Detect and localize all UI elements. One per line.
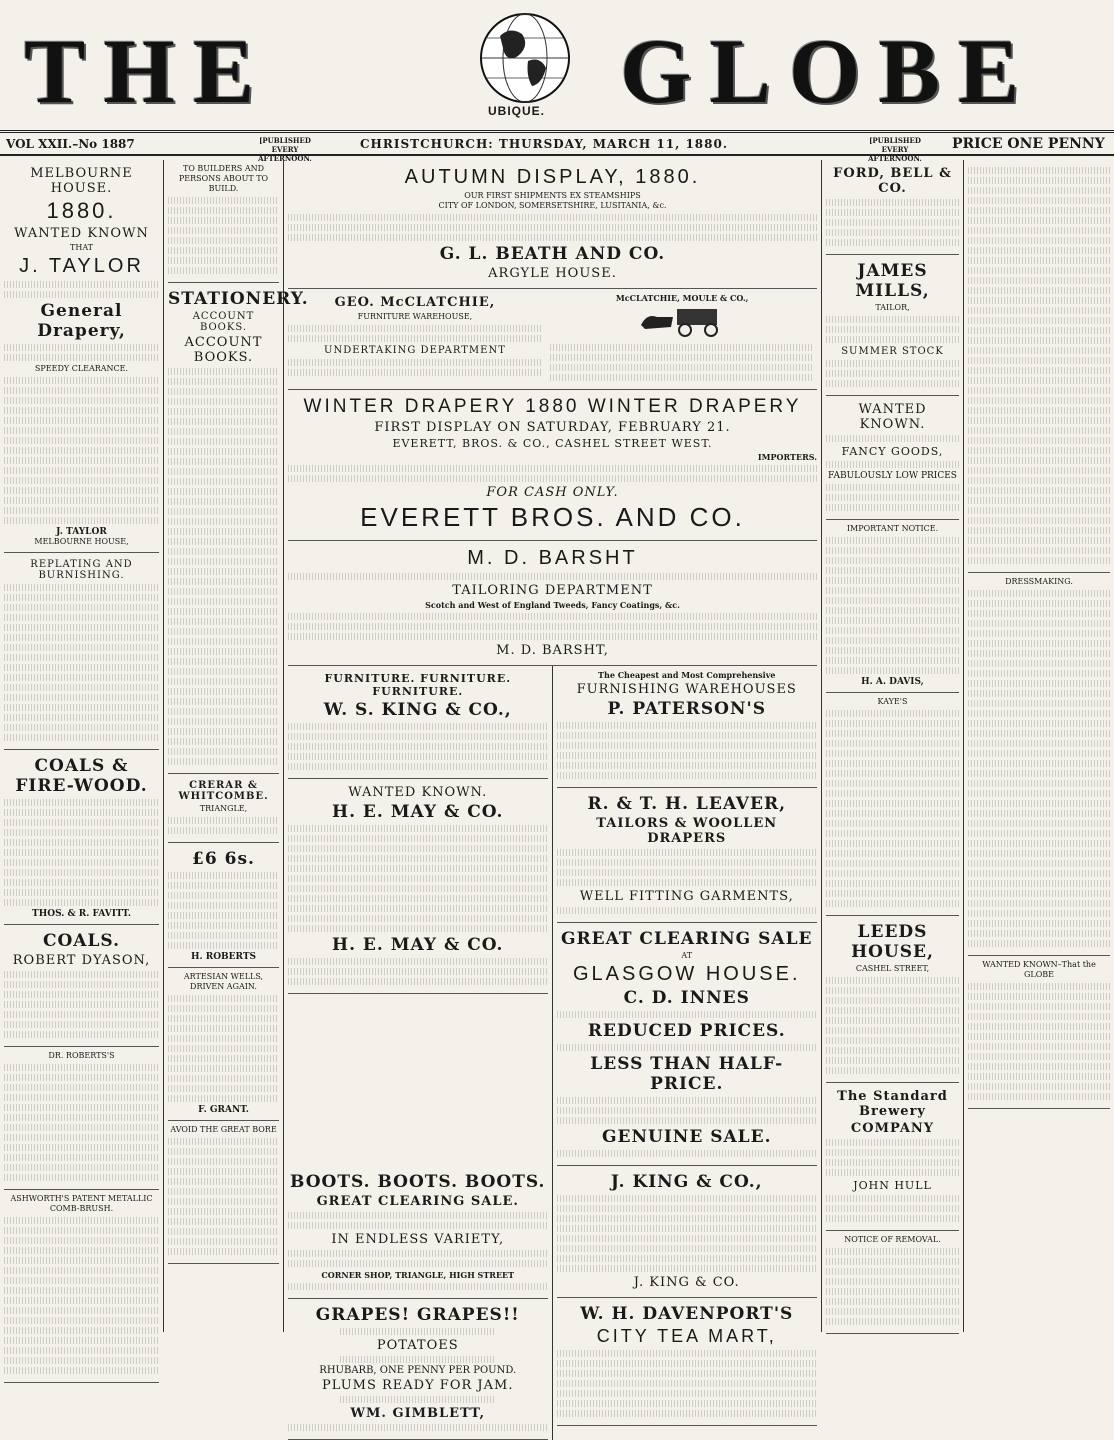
dressmaking-ad <box>968 573 1110 956</box>
ad-name: ROBERT DYASON, <box>12 953 151 968</box>
ad-line: NOTICE OF REMOVAL. <box>844 1235 941 1244</box>
ad-line: OUR FIRST SHIPMENTS EX STEAMSHIPS <box>464 191 641 200</box>
ad-line: TO BUILDERS AND PERSONS ABOUT TO BUILD. <box>178 164 269 193</box>
middle-right <box>553 666 818 1166</box>
ad-signature: J. TAYLOR <box>56 527 107 537</box>
published-note-left: [PUBLISHED EVERY AFTERNOON. <box>258 136 312 163</box>
middle-row <box>288 666 817 1166</box>
ad-heading: REDUCED PRICES. <box>587 1021 786 1041</box>
ad-name: P. PATERSON'S <box>607 699 766 719</box>
ad-heading: AUTUMN DISPLAY, 1880. <box>404 166 701 188</box>
ad-name: McCLATCHIE, MOULE & CO., <box>615 293 749 303</box>
kayes-ad <box>826 693 959 916</box>
ad-line: ASHWORTH'S PATENT METALLIC COMB-BRUSH. <box>10 1194 153 1213</box>
ad-name: GEO. McCLATCHIE, <box>334 295 496 310</box>
ad-heading: LESS THAN HALF-PRICE. <box>590 1054 784 1094</box>
watch-ad <box>168 843 279 968</box>
ad-line: ARTESIAN WELLS, DRIVEN AGAIN. <box>183 972 264 991</box>
ad-heading: FANCY GOODS, <box>841 445 944 458</box>
ad-name: EVERETT BROS. AND CO. <box>360 502 745 532</box>
ad-heading: WANTED KNOWN. <box>858 402 927 432</box>
volume-number: VOL XXII.–No 1887 <box>6 137 135 151</box>
barsht-ad <box>288 541 817 666</box>
ad-heading: BOOTS. BOOTS. BOOTS. <box>290 1172 546 1192</box>
melbourne-house-ad <box>4 160 159 553</box>
ad-name: J. KING & CO., <box>610 1172 763 1192</box>
may-ad <box>288 779 548 994</box>
ad-line: The Cheapest and Most Comprehensive <box>598 670 776 680</box>
ad-name: H. E. MAY & CO. <box>332 935 504 955</box>
autumn-display-ad <box>288 160 817 289</box>
column-4 <box>822 160 964 1332</box>
winter-drapery-ad <box>288 390 817 541</box>
davenport-ad <box>557 1298 818 1426</box>
ad-line: CASHEL STREET, <box>855 964 930 973</box>
lower-row <box>288 1166 817 1440</box>
ad-heading: TAILORS & WOOLLEN DRAPERS <box>596 816 778 846</box>
ad-name: WM. GIMBLETT, <box>350 1406 486 1421</box>
ad-heading: MELBOURNE HOUSE. <box>30 166 133 196</box>
lower-left <box>288 1166 553 1440</box>
ad-signature: H. A. DAVIS, <box>861 677 924 687</box>
ad-line: Scotch and West of England Tweeds, Fancy Coatings, &c. <box>425 600 680 610</box>
ad-name: G. L. BEATH AND CO. <box>439 244 666 264</box>
ad-name: COMPANY <box>850 1121 935 1136</box>
ad-signature: F. GRANT. <box>198 1105 249 1115</box>
wells-ad <box>168 968 279 1121</box>
lower-right <box>553 1166 818 1440</box>
crerar-ad <box>168 774 279 843</box>
ad-heading: COALS & FIRE-WOOD. <box>15 756 148 796</box>
ad-name: W. S. KING & CO., <box>323 700 512 720</box>
ad-heading: CRERAR & WHITCOMBE. <box>178 780 269 802</box>
masthead-motto: UBIQUE. <box>488 104 546 118</box>
ad-heading: FURNITURE. FURNITURE. FURNITURE. <box>324 672 512 698</box>
ad-line: TAILOR, <box>875 303 910 312</box>
replating-ad <box>4 553 159 750</box>
ad-heading: GENUINE SALE. <box>601 1127 772 1147</box>
ad-heading: FURNISHING WAREHOUSES <box>576 682 797 697</box>
mclatchie-ad <box>288 289 817 390</box>
masthead-title-right: GLOBE <box>620 20 1038 122</box>
ad-line: MELBOURNE HOUSE, <box>34 537 129 546</box>
ad-line: RHUBARB, ONE PENNY PER POUND. <box>319 1365 517 1376</box>
ad-heading: EVERETT, BROS. & CO., CASHEL STREET WEST. <box>392 437 713 450</box>
paterson-ad <box>557 666 818 788</box>
fancy-goods-ad <box>826 396 959 520</box>
jking-ad <box>557 1166 818 1298</box>
ad-heading: GREAT CLEARING SALE. <box>316 1194 519 1209</box>
ad-signature: THOS. & R. FAVITT. <box>32 909 131 919</box>
ad-heading: UNDERTAKING DEPARTMENT <box>324 345 506 356</box>
coals-ad <box>4 750 159 925</box>
ad-name: LEEDS HOUSE, <box>851 922 934 962</box>
ad-name: C. D. INNES <box>623 988 750 1008</box>
globe-notice-ad <box>968 956 1110 1109</box>
ad-signature: H. ROBERTS <box>190 952 257 962</box>
leeds-house-ad <box>826 916 959 1083</box>
published-note-right: [PUBLISHED EVERY AFTERNOON. <box>868 136 922 163</box>
ad-heading: REPLATING AND BURNISHING. <box>30 559 133 581</box>
glasgow-house-ad <box>557 923 818 1166</box>
city-date: CHRISTCHURCH: THURSDAY, MARCH 11, 1880. <box>360 137 729 151</box>
ad-name: The Standard Brewery <box>837 1089 948 1119</box>
brewery-ad <box>826 1083 959 1231</box>
ad-name: M. D. BARSHT, <box>496 643 609 658</box>
dateline <box>0 130 1114 163</box>
classifieds-block-1 <box>968 160 1110 573</box>
builders-ad <box>168 160 279 283</box>
ad-line: WANTED KNOWN–That the GLOBE <box>982 960 1096 979</box>
ad-heading: FIRST DISPLAY ON SATURDAY, FEBRUARY 21. <box>374 420 731 435</box>
ad-heading: IN ENDLESS VARIETY, <box>331 1232 505 1247</box>
boots-ad <box>288 1166 548 1299</box>
column-1 <box>0 160 164 1332</box>
ad-name: M. D. BARSHT <box>467 547 638 569</box>
ad-heading: WELL FITTING GARMENTS, <box>579 889 794 904</box>
ad-line: IMPORTANT NOTICE. <box>846 524 939 533</box>
bore-ad <box>168 1121 279 1264</box>
ad-heading: WANTED KNOWN. <box>348 785 488 800</box>
ad-name: J. TAYLOR <box>19 255 144 277</box>
ad-line: SPEEDY CLEARANCE. <box>34 364 129 373</box>
ad-line: FABULOUSLY LOW PRICES <box>828 471 957 481</box>
pills-ad <box>4 1047 159 1190</box>
ad-heading: GRAPES! GRAPES!! <box>315 1305 520 1325</box>
ad-line: DRESSMAKING. <box>1005 577 1073 586</box>
ad-line: DR. ROBERTS'S <box>48 1051 115 1060</box>
ad-heading: FOR CASH ONLY. <box>486 485 619 500</box>
ad-name: FORD, BELL & CO. <box>833 166 952 196</box>
ad-line: AVOID THE GREAT BORE <box>170 1125 277 1134</box>
ad-heading: ACCOUNT BOOKS. <box>192 311 255 333</box>
ad-line: IMPORTERS. <box>757 452 817 462</box>
ad-line: CORNER SHOP, TRIANGLE, HIGH STREET <box>321 1270 515 1280</box>
ad-heading: ARGYLE HOUSE. <box>488 266 617 281</box>
ad-heading: WANTED KNOWN <box>14 226 149 241</box>
ad-year: 1880. <box>46 198 117 223</box>
ad-heading: TAILORING DEPARTMENT <box>452 583 653 598</box>
ad-line: KAYE'S <box>877 697 908 706</box>
ad-heading: £6 6s. <box>192 849 255 869</box>
column-2 <box>164 160 309 1332</box>
ad-name: R. & T. H. LEAVER, <box>587 794 786 814</box>
dyason-ad <box>4 925 159 1047</box>
ad-line: TRIANGLE, <box>199 804 248 813</box>
leaver-ad <box>557 788 818 923</box>
masthead <box>0 0 1114 122</box>
king-furniture-ad <box>288 666 548 779</box>
ad-name: W. H. DAVENPORT'S <box>580 1304 794 1324</box>
ad-heading: POTATOES <box>376 1338 459 1353</box>
ad-heading: CITY TEA MART, <box>596 1326 777 1346</box>
ad-line: FURNITURE WAREHOUSE, <box>357 312 473 321</box>
ad-name: GLASGOW HOUSE. <box>572 963 801 985</box>
mills-ad <box>826 255 959 396</box>
ad-heading: GREAT CLEARING SALE <box>561 929 813 949</box>
hearse-carriage-icon <box>637 303 727 337</box>
ad-name: J. KING & CO. <box>633 1275 740 1290</box>
ad-heading: WINTER DRAPERY 1880 WINTER DRAPERY <box>303 396 802 417</box>
davis-ad <box>826 520 959 693</box>
ad-name: JAMES MILLS, <box>855 261 930 301</box>
removal-ad <box>826 1231 959 1334</box>
ford-bell-ad <box>826 160 959 255</box>
ad-line: CITY OF LONDON, SOMERSETSHIRE, LUSITANIA, &c. <box>438 201 667 210</box>
globe-emblem-icon <box>470 6 580 116</box>
ad-heading: ACCOUNT BOOKS. <box>184 335 263 365</box>
stationery-ad <box>168 283 309 774</box>
ad-line: THAT <box>70 243 93 252</box>
ad-heading: General Drapery, <box>37 301 126 341</box>
ashworth-ad <box>4 1190 159 1383</box>
price: PRICE ONE PENNY <box>952 136 1105 152</box>
grapes-ad <box>288 1299 548 1440</box>
ad-line: AT <box>681 951 693 960</box>
ad-name: H. E. MAY & CO. <box>332 802 504 822</box>
ad-heading: PLUMS READY FOR JAM. <box>322 1378 514 1393</box>
column-3 <box>284 160 822 1421</box>
column-5 <box>964 160 1114 1332</box>
masthead-title-left: THE <box>24 20 273 122</box>
ad-heading: COALS. <box>42 931 121 951</box>
middle-left <box>288 666 553 1166</box>
ad-name: JOHN HULL <box>853 1179 932 1192</box>
ad-heading: SUMMER STOCK <box>841 346 944 357</box>
ad-heading: STATIONERY. <box>168 289 309 309</box>
